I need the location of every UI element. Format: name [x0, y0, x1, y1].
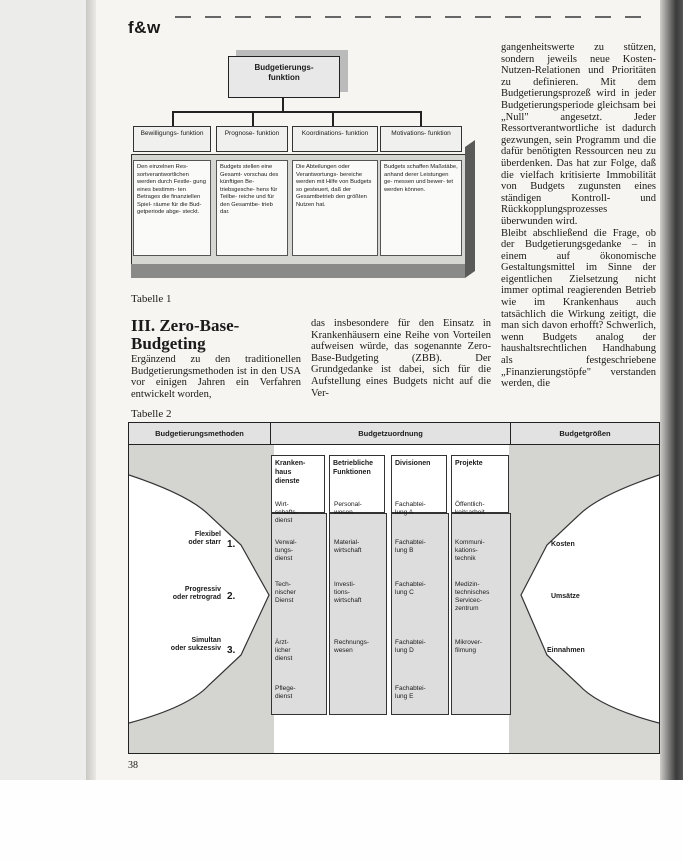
table2-header-assignment: Budgetzuordnung — [271, 423, 511, 445]
size-label-turnover: Umsätze — [551, 593, 580, 600]
table2-cell: Öffentlich- keitsarbeit — [455, 501, 485, 516]
method-number-1: 1. — [227, 539, 236, 550]
table2-cell: Medizin- technisches Servicec- zentrum — [455, 581, 490, 612]
table2-cell: Fachabtei- lung A — [395, 501, 426, 516]
method-label-simultaneous: Simultan oder sukzessiv — [170, 637, 221, 652]
table1-caption: Tabelle 1 — [131, 293, 172, 305]
table2-cell: Rechnungs- wesen — [334, 639, 370, 654]
body-column-1: Ergänzend zu den traditionellen Budgetierungsmethoden ist in den USA vor einigen Jahren ein Verfahren entwickelt worden, — [131, 354, 301, 400]
table2-cell: Wirt- schafts- dienst — [275, 501, 298, 524]
page-right-edge — [660, 0, 683, 860]
table2-cell: Ärzt- licher dienst — [275, 639, 293, 662]
size-label-revenue: Einnahmen — [547, 647, 585, 654]
table1-cell-3: Die Abteilungen oder Verantwortungs- bereiche werden mit Hilfe von Budgets so gesteuert, daß der Gesamtbetrieb den größten Nutzen hat. — [292, 160, 378, 256]
table2-cell: Material- wirtschaft — [334, 539, 362, 554]
page-bottom-margin — [0, 780, 683, 860]
table2-cell: Tech- nischer Dienst — [275, 581, 296, 604]
table1-base — [131, 264, 465, 278]
table1-cell-1: Den einzelnen Res- sortverantwortlichen werden durch Festle- gung eines bestimm- ten Betrages die finanziellen Spiel- räume für die Bud- getperiode abge- steckt. — [133, 160, 211, 256]
table2-colhead-1: Kranken- haus dienste — [271, 455, 325, 513]
table1-side — [465, 140, 475, 278]
size-label-costs: Kosten — [551, 541, 575, 548]
table1-top-box — [228, 56, 340, 98]
table2-cell: Verwal- tungs- dienst — [275, 539, 297, 562]
method-number-3: 3. — [227, 645, 236, 656]
table2-cell: Personal- wesen — [334, 501, 362, 516]
table2-colhead-3: Divisionen — [391, 455, 447, 513]
section-heading: III. Zero-Base- Budgeting — [131, 316, 240, 353]
table1-head-3: Koordinations- funktion — [292, 126, 378, 152]
table1-diagram — [128, 42, 498, 287]
table2-cell: Fachabtei- lung C — [395, 581, 426, 596]
header-dashed-rule — [175, 16, 655, 18]
table2-cell: Fachabtei- lung E — [395, 685, 426, 700]
table2-cell: Fachabtei- lung D — [395, 639, 426, 654]
method-label-progressive: Progressiv oder retrograd — [172, 586, 221, 601]
table2-colhead-4: Projekte — [451, 455, 509, 513]
method-number-2: 2. — [227, 591, 236, 602]
table2-cell: Pflege- dienst — [275, 685, 296, 700]
table1-head-2: Prognose- funktion — [216, 126, 288, 152]
table2-header-sizes: Budgetgrößen — [511, 423, 659, 445]
table2 — [128, 422, 660, 754]
table2-cell: Fachabtei- lung B — [395, 539, 426, 554]
table2-caption: Tabelle 2 — [131, 408, 172, 420]
table2-cell: Investi- tions- wirtschaft — [334, 581, 362, 604]
table2-cell: Mikrover- filmung — [455, 639, 483, 654]
page-number: 38 — [128, 760, 138, 771]
table1-head-1: Bewilligungs- funktion — [133, 126, 211, 152]
table2-header-methods: Budgetierungsmethoden — [129, 423, 271, 445]
table1-head-4: Motivations- funktion — [380, 126, 462, 152]
table1-top-label: Budgetierungs- funktion — [254, 63, 314, 82]
table1-cell-4: Budgets schaffen Maßstäbe, anhand derer Leistungen ge- messen und bewer- tet werden können. — [380, 160, 462, 256]
method-label-flexible: Flexibel oder starr — [188, 531, 221, 546]
table2-cell: Kommuni- kations- technik — [455, 539, 485, 562]
journal-logo: f&w — [128, 18, 161, 37]
body-column-3: gangenheitswerte zu stützen, sondern jeweils neue Kosten-Nutzen-Relationen und Prioritäten zu definieren. Mit dem Budgetierungsprozeß wird in jeder Budgetierungsperiode gleichsam bei „Null" angesetzt. Jeder Ressortverantwortliche ist dadurch gezwungen, sein Programm und die dafür benötigten Ressourcen neu zu überdenken. Das hat zur Folge, daß die vielfach kritisierte Immobilität von Budgets zugunsten eines ständigen Kontroll- und Rückkopplungsprozesses überwunden wird. Bleibt abschließend die Frage, ob der Budgetierungsgedanke – in einem auf ökonomische Gestaltungsmittel im Sinne der eigentlichen Zielsetzung nicht immer optimal reagierenden Betrieb wie im Krankenhaus auch tatsächlich die Wirkung zeitigt, die man sich davon erhofft? Schwerlich, wenn Budgets analog der haushaltsrechtlichen Handhabung als festgeschriebene „Finanzierungstöpfe" verstanden werden, die — [501, 42, 656, 390]
table1-cell-2: Budgets stellen eine Gesamt- vorschau des künftigen Be- triebsgesche- hens für Teilbe- reiche und für den Gesamtbe- trieb dar. — [216, 160, 288, 256]
table2-colhead-2: Betriebliche Funktionen — [329, 455, 385, 513]
body-column-2: das insbesondere für den Einsatz in Krankenhäusern eine Reihe von Vorteilen aufweisen würde, das sogenannte Zero-Base-Budgeting (ZBB). Der Grundgedanke ist dabei, sich für die Aufstellung eines Budgets nicht auf die Ver- — [311, 318, 491, 399]
